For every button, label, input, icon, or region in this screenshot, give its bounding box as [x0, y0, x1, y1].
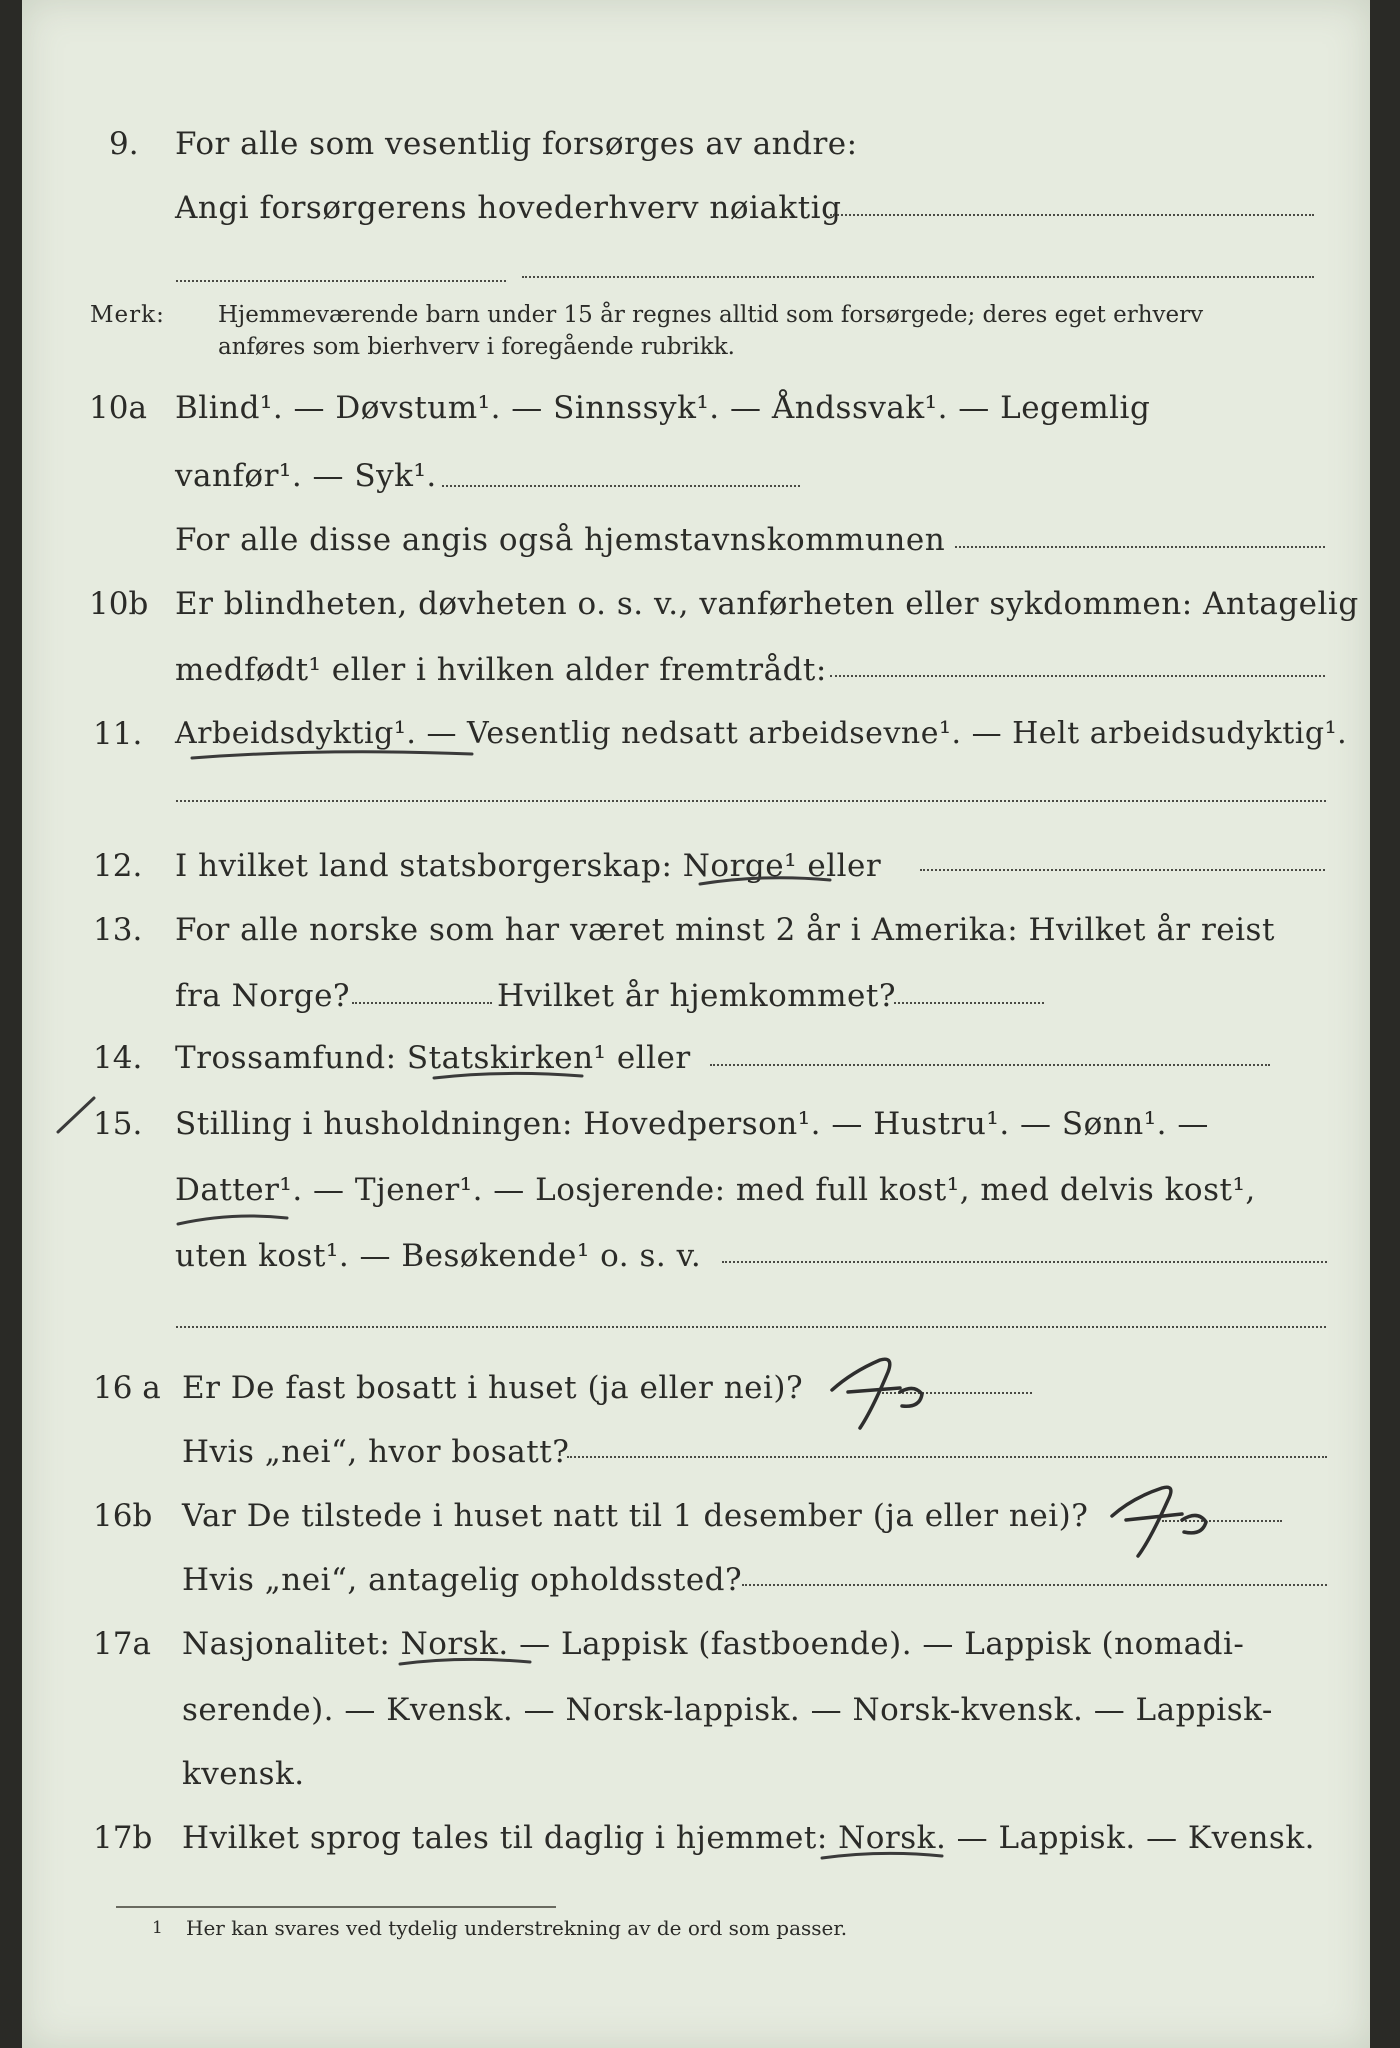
answer-ja-16a-J [832, 1359, 890, 1428]
question-13-text-line2b: Hvilket år hjemkommet? [497, 978, 896, 1014]
question-10a-number: 10a [89, 390, 147, 426]
question-17a-number: 17a [93, 1626, 151, 1662]
question-11-number: 11. [93, 716, 143, 752]
note-text: Hjemmeværende barn under 15 år regnes alltid som forsørgede; deres eget erhverv [218, 302, 1204, 328]
question-10a-text-line3: For alle disse angis også hjemstavnskommunen [175, 522, 946, 558]
tick-mark [58, 1098, 94, 1132]
question-17b-number: 17b [93, 1820, 153, 1856]
underline-norsk-nationality [400, 1659, 530, 1664]
question-15-text-line3: uten kost¹. — Besøkende¹ o. s. v. [175, 1238, 702, 1274]
question-10b-text-line2: medfødt¹ eller i hvilken alder fremtrådt: [175, 652, 827, 688]
note-label: Merk: [90, 302, 165, 328]
question-9-text: For alle som vesentlig forsørges av andre: [175, 126, 858, 162]
question-16b-number: 16b [93, 1498, 153, 1534]
note-text-line2: anføres som bierhverv i foregående rubrikk. [218, 334, 735, 360]
question-9-text-line2: Angi forsørgerens hovederhverv nøiaktig [175, 190, 842, 226]
answer-ja-16a-bar [848, 1388, 900, 1392]
question-16b-text: Var De tilstede i huset natt til 1 desember (ja eller nei)? [182, 1498, 1089, 1534]
question-15-text-line2: Datter¹. — Tjener¹. — Losjerende: med full kost¹, med delvis kost¹, [175, 1172, 1256, 1208]
question-16a-number: 16 a [93, 1370, 161, 1406]
question-17b-text: Hvilket sprog tales til daglig i hjemmet: Norsk. — Lappisk. — Kvensk. [182, 1820, 1315, 1856]
census-form-page [22, 0, 1370, 2048]
question-16a-text-line2: Hvis „nei“, hvor bosatt? [182, 1434, 570, 1470]
question-10a-text-line2: vanfør¹. — Syk¹. [175, 458, 437, 494]
question-15-number: 15. [93, 1106, 143, 1142]
footnote-mark: 1 [152, 1918, 163, 1938]
footnote-text: Her kan svares ved tydelig understrekning av de ord som passer. [186, 1916, 848, 1940]
question-14-text: Trossamfund: Statskirken¹ eller [175, 1040, 691, 1076]
question-13-text-line2a: fra Norge? [175, 978, 351, 1014]
question-14-number: 14. [93, 1040, 143, 1076]
question-16a-text: Er De fast bosatt i huset (ja eller nei)? [182, 1370, 804, 1406]
question-10a-text: Blind¹. — Døvstum¹. — Sinnssyk¹. — Åndssvak¹. — Legemlig [175, 390, 1151, 426]
underline-norsk-language [822, 1853, 942, 1858]
underline-datter [178, 1216, 287, 1224]
question-17a-text: Nasjonalitet: Norsk. — Lappisk (fastboende). — Lappisk (nomadi- [182, 1626, 1245, 1662]
answer-ja-16b-J [1112, 1487, 1171, 1556]
question-13-number: 13. [93, 912, 143, 948]
question-12-text: I hvilket land statsborgerskap: Norge¹ eller [175, 848, 882, 884]
question-15-text: Stilling i husholdningen: Hovedperson¹. — Hustru¹. — Sønn¹. — [175, 1106, 1209, 1142]
answer-ja-16b-bar [1126, 1514, 1182, 1520]
question-12-number: 12. [93, 848, 143, 884]
question-10b-number: 10b [89, 586, 149, 622]
question-16b-text-line2: Hvis „nei“, antagelig opholdssted? [182, 1562, 743, 1598]
question-10b-text: Er blindheten, døvheten o. s. v., vanførheten eller sykdommen: Antagelig [175, 586, 1359, 622]
underline-arbeidsdyktig [192, 752, 472, 758]
answer-ja-16a-o [900, 1388, 922, 1406]
answer-ja-16b-o [1182, 1515, 1206, 1532]
underline-statskirken [434, 1073, 582, 1078]
question-17a-text-line2: serende). — Kvensk. — Norsk-lappisk. — Norsk-kvensk. — Lappisk- [182, 1692, 1273, 1728]
question-9-number: 9. [109, 126, 139, 162]
question-11-text: Arbeidsdyktig¹. — Vesentlig nedsatt arbeidsevne¹. — Helt arbeidsudyktig¹. [175, 716, 1348, 751]
handwritten-marks [22, 0, 1370, 2048]
question-17a-text-line3: kvensk. [182, 1756, 305, 1792]
underline-norge [700, 878, 830, 884]
question-13-text: For alle norske som har været minst 2 år i Amerika: Hvilket år reist [175, 912, 1275, 948]
